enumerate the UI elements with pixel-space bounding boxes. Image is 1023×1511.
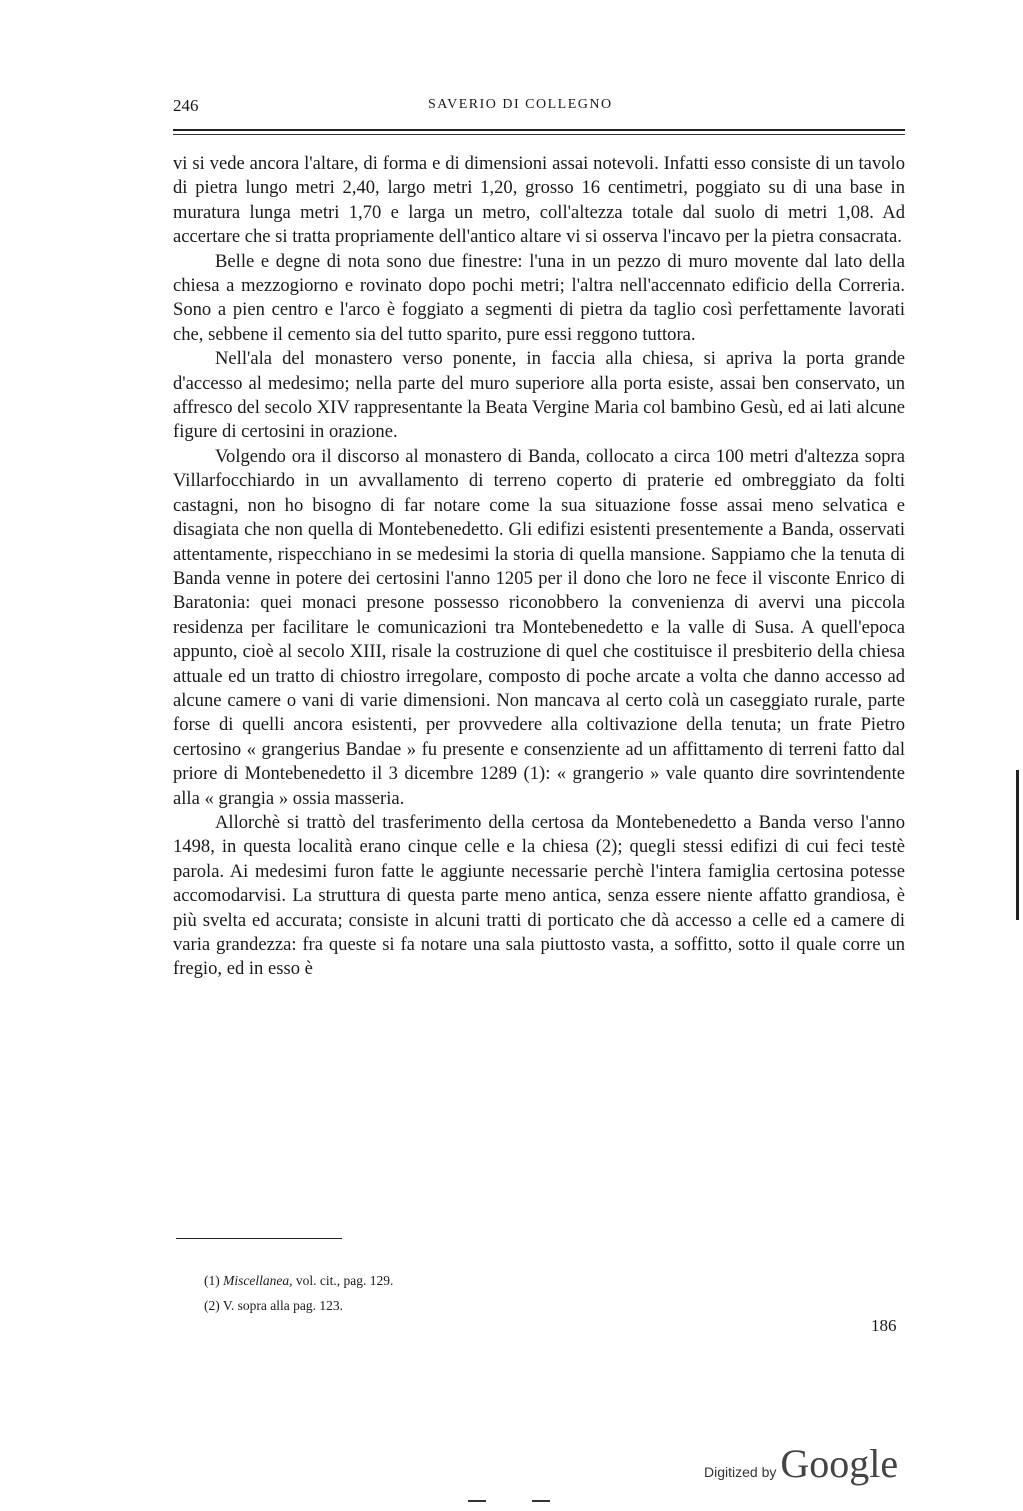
footnote-1 [204, 1268, 704, 1293]
page-header [173, 96, 905, 120]
digitized-watermark [704, 1440, 898, 1490]
footnote-marker: (1) [204, 1273, 220, 1288]
header-rule [173, 129, 905, 131]
footnote-text: V. sopra alla pag. 123. [222, 1298, 343, 1313]
body-text [173, 152, 905, 982]
scan-edge-mark [1016, 770, 1019, 920]
signature-mark: 186 [871, 1316, 897, 1335]
footnote-marker: (2) [204, 1298, 220, 1313]
running-head: SAVERIO DI COLLEGNO [428, 97, 613, 112]
scan-dash [532, 1500, 550, 1502]
paragraph: vi si vede ancora l'altare, di forma e di dimensioni assai notevoli. Infatti esso consiste di un tavolo di pietra lungo metri 2,40, largo metri 1,20, grosso 16 centimetri, poggiato su di una base in muratura lunga metri 1,70 e larga un metro, coll'altezza totale dal suolo di metri 1,08. Ad accertare che si tratta propriamente dell'antico altare vi si osserva l'incavo per la pietra consacrata. [173, 153, 905, 248]
paragraph: Volgendo ora il discorso al monastero di Banda, collocato a circa 100 metri d'altezza sopra Villarfocchiardo in un avvallamento di terreno coperto di praterie ed ombreggiato da folti castagni, non ho bisogno di far notare come la sua situazione fosse assai meno selvatica e disagiata che non quella di Montebenedetto. Gli edifizi esistenti presentemente a Banda, osservati attentamente, rispecchiano in se medesimi la storia di quella mansione. Sappiamo che la tenuta di Banda venne in potere dei certosini l'anno 1205 per il dono che loro ne fece il visconte Enrico di Baratonia: quei monaci presone possesso riconobbero la convenienza di avervi una piccola residenza per facilitare le comunicazioni tra Montebenedetto e la valle di Susa. A quell'epoca appunto, cioè al secolo XIII, risale la costruzione di quel che costituisce il presbiterio della chiesa attuale ed un tratto di chiostro irregolare, composto di poche arcate a volta che danno accesso ad alcune camere o vani di varie dimensioni. Non mancava al certo colà un caseggiato rurale, parte forse di quelli ancora esistenti, per provvedere alla coltivazione della tenuta; un frate Pietro certosino « grangerius Bandae » fu presente e consenziente ad un affittamento di terreni fatto dal priore di Montebenedetto il 3 dicembre 1289 (1): « grangerio » vale quanto dire sovrintendente alla « grangia » ossia masseria. [173, 445, 905, 809]
footnote-text: vol. cit., pag. 129. [292, 1273, 394, 1288]
page-number: 246 [173, 96, 199, 115]
paragraph: Allorchè si trattò del trasferimento della certosa da Montebenedetto a Banda verso l'anno 1498, in questa località erano cinque celle e la chiesa (2); quegli stessi edifizi di cui feci testè parola. Ai medesimi furon fatte le aggiunte necessarie perchè l'intera famiglia certosina potesse accomodarvisi. La struttura di questa parte meno antica, senza essere niente affatto grandiosa, è più svelta ed accurata; consiste in alcuni tratti di porticato che dà accesso a celle ed a camere di varia grandezza: fra queste si fa notare una sala piuttosto vasta, a soffitto, sotto il quale corre un fregio, ed in esso è [173, 811, 905, 980]
watermark-prefix: Digitized by [704, 1464, 777, 1480]
header-rule-thin [173, 134, 905, 135]
scan-dash [468, 1500, 486, 1502]
footnotes [204, 1268, 704, 1318]
google-logo: Google [780, 1441, 899, 1486]
paragraph: Nell'ala del monastero verso ponente, in faccia alla chiesa, si apriva la porta grande d'accesso al medesimo; nella parte del muro superiore alla porta esiste, assai ben conservato, un affresco del secolo XIV rappresentante la Beata Vergine Maria col bambino Gesù, ed ai lati alcune figure di certosini in orazione. [173, 348, 905, 443]
footnote-separator [176, 1238, 342, 1239]
footnote-title: Miscellanea, [223, 1273, 293, 1288]
paragraph: Belle e degne di nota sono due finestre: l'una in un pezzo di muro movente dal lato della chiesa a mezzogiorno e rovinato dopo pochi metri; l'altra nell'accennato edificio della Correria. Sono a pien centro e l'arco è foggiato a segmenti di pietra da taglio così perfettamente lavorati che, sebbene il cemento sia del tutto sparito, pure essi reggono tuttora. [173, 250, 905, 345]
footnote-2 [204, 1293, 704, 1318]
